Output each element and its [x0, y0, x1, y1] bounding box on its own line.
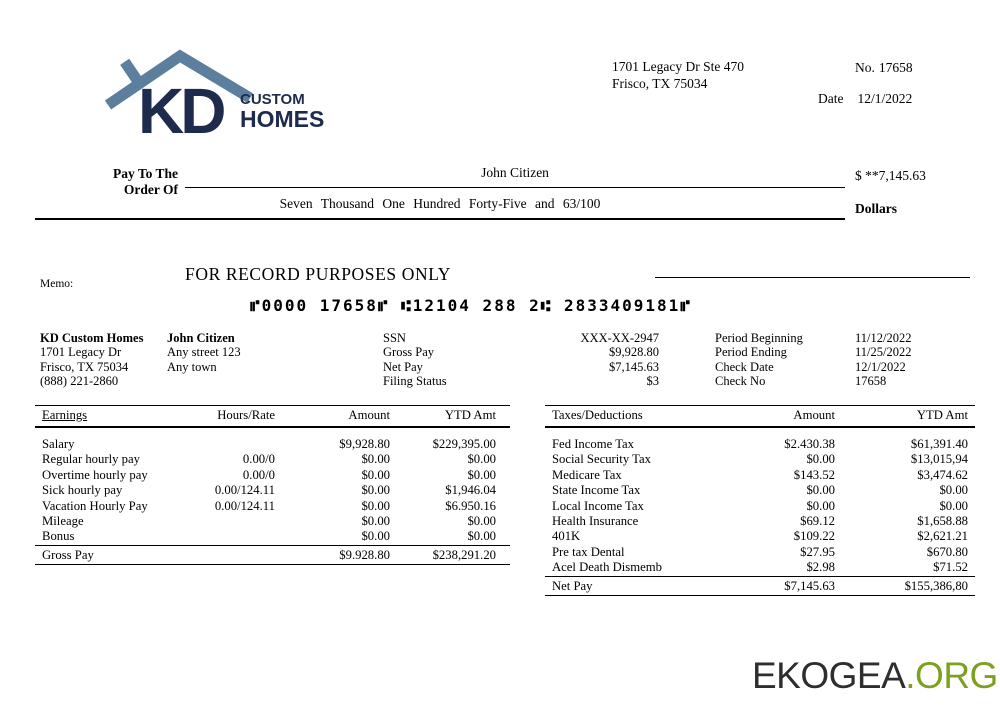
company-address-line2: Frisco, TX 75034 — [612, 76, 708, 91]
period-row — [715, 331, 965, 345]
deduction-ytd: $61,391.40 — [910, 437, 968, 451]
earnings-table — [35, 405, 510, 565]
company-address-line1: 1701 Legacy Dr Ste 470 — [612, 59, 744, 74]
deduction-amount: $2.98 — [806, 560, 835, 575]
deduction-name: Acel Death Dismemb — [552, 560, 662, 575]
dollars-label: Dollars — [855, 201, 897, 216]
earning-amount: $9,928.80 — [339, 437, 390, 451]
earnings-row — [35, 468, 510, 483]
earning-ytd: $0.00 — [467, 467, 496, 482]
deduction-name: Health Insurance — [552, 513, 639, 528]
earning-name: Bonus — [42, 529, 75, 544]
deduction-name: Social Security Tax — [552, 452, 651, 467]
period-label: Check Date — [715, 359, 774, 374]
earnings-row — [35, 437, 510, 452]
earnings-table-header — [35, 405, 510, 428]
deduction-ytd: $0.00 — [939, 498, 968, 513]
period-label: Period Beginning — [715, 331, 803, 345]
company-line1: 1701 Legacy Dr — [40, 345, 122, 360]
deduction-name: Medicare Tax — [552, 467, 622, 482]
employee-info-block — [167, 331, 241, 374]
pay-to-label — [83, 166, 178, 198]
net-pay-amount: $7,145.63 — [784, 578, 835, 593]
amount-words-line — [35, 196, 845, 220]
company-logo — [100, 33, 325, 146]
deduction-ytd: $71.52 — [933, 560, 968, 575]
earning-name: Mileage — [42, 513, 84, 528]
earning-name: Overtime hourly pay — [42, 467, 148, 482]
earning-amount: $0.00 — [361, 498, 390, 513]
summary-row — [383, 360, 659, 374]
earning-ytd: $0.00 — [467, 529, 496, 544]
deduction-ytd: $0.00 — [939, 483, 968, 498]
deduction-ytd: $13,015,94 — [910, 452, 968, 467]
deduction-row — [545, 514, 975, 529]
pay-summary-block — [383, 331, 659, 389]
summary-label: SSN — [383, 331, 406, 345]
summary-label: Net Pay — [383, 359, 423, 374]
period-value: 17658 — [855, 374, 887, 389]
summary-row — [383, 345, 659, 359]
gross-pay-total-row — [35, 545, 510, 565]
employee-line2: Any town — [167, 359, 217, 374]
summary-label: Gross Pay — [383, 345, 435, 360]
deductions-table-spacer — [545, 428, 975, 437]
earnings-header-name: Earnings — [42, 408, 88, 422]
period-row — [715, 374, 965, 388]
watermark-dark-text: EKOGEA — [752, 655, 906, 696]
check-number-label: No. — [855, 60, 875, 75]
deduction-amount: $0.00 — [806, 498, 835, 513]
check-number — [855, 60, 917, 76]
deduction-name: Pre tax Dental — [552, 544, 625, 559]
summary-value: XXX-XX-2947 — [580, 331, 659, 345]
gross-pay-amount: $9.928.80 — [339, 547, 390, 562]
kd-homes-logo-graphic — [100, 33, 325, 141]
record-purposes-text: FOR RECORD PURPOSES ONLY — [185, 264, 451, 284]
earning-hours-rate — [200, 437, 275, 452]
signature-line — [655, 277, 970, 278]
earnings-row — [35, 514, 510, 529]
earning-amount: $0.00 — [361, 452, 390, 467]
deduction-name: Local Income Tax — [552, 498, 644, 513]
earning-name: Salary — [42, 437, 75, 451]
summary-row — [383, 374, 659, 388]
earnings-row — [35, 483, 510, 498]
gross-pay-label: Gross Pay — [42, 547, 94, 562]
deduction-ytd: $3,474.62 — [917, 467, 968, 482]
gross-pay-hours — [200, 547, 275, 563]
period-row — [715, 345, 965, 359]
earnings-row — [35, 452, 510, 467]
payee-name: John Citizen — [481, 165, 549, 180]
earning-ytd: $0.00 — [467, 452, 496, 467]
summary-label: Filing Status — [383, 374, 447, 389]
payee-line — [185, 165, 845, 188]
deduction-ytd: $670.80 — [926, 544, 968, 559]
earning-hours-rate: 0.00/124.11 — [214, 483, 275, 498]
deduction-row — [545, 560, 975, 575]
company-line2: Frisco, TX 75034 — [40, 359, 129, 374]
earnings-header-ytd: YTD Amt — [444, 408, 496, 422]
gross-pay-ytd: $238,291.20 — [432, 547, 496, 562]
pay-to-line2: Order Of — [123, 182, 178, 197]
amount-in-words: Seven Thousand One Hundred Forty-Five and 63/100 — [279, 196, 601, 211]
employee-name: John Citizen — [167, 331, 235, 345]
deduction-amount: $0.00 — [806, 483, 835, 498]
deductions-header-amount: Amount — [793, 408, 835, 422]
deductions-table — [545, 405, 975, 596]
earning-name: Regular hourly pay — [42, 452, 140, 467]
company-name: KD Custom Homes — [40, 331, 144, 345]
deduction-amount: $143.52 — [793, 467, 835, 482]
deduction-row — [545, 452, 975, 467]
summary-value: $9,928.80 — [609, 345, 659, 360]
earnings-table-spacer — [35, 428, 510, 437]
deductions-header-name: Taxes/Deductions — [552, 408, 643, 422]
company-address-header — [612, 58, 744, 92]
period-value: 12/1/2022 — [855, 359, 906, 374]
period-value: 11/25/2022 — [855, 345, 912, 360]
earnings-header-amount: Amount — [348, 408, 390, 422]
check-date-label: Date — [818, 91, 844, 106]
summary-row — [383, 331, 659, 345]
summary-value: $3 — [646, 374, 659, 389]
deduction-name: State Income Tax — [552, 483, 641, 498]
check-date-value: 12/1/2022 — [857, 91, 913, 106]
earning-ytd: $0.00 — [467, 513, 496, 528]
deduction-row — [545, 483, 975, 498]
company-info-block — [40, 331, 143, 389]
earning-hours-rate — [200, 514, 275, 529]
earning-hours-rate: 0.00/0 — [242, 452, 275, 467]
earning-ytd: $229,395.00 — [432, 437, 496, 451]
watermark-green-text: .ORG — [905, 655, 998, 696]
employee-line1: Any street 123 — [167, 345, 241, 360]
earning-hours-rate — [200, 529, 275, 544]
memo-label: Memo: — [40, 278, 74, 290]
net-pay-total-row — [545, 576, 975, 596]
summary-value: $7,145.63 — [609, 359, 659, 374]
deduction-amount: $2.430.38 — [784, 437, 835, 451]
deduction-amount: $109.22 — [793, 529, 835, 544]
earnings-row — [35, 499, 510, 514]
check-number-value: 17658 — [878, 60, 913, 75]
check-amount-numeric: $ **7,145.63 — [855, 168, 926, 183]
period-label: Period Ending — [715, 345, 787, 360]
pay-period-block — [715, 331, 965, 389]
earning-amount: $0.00 — [361, 513, 390, 528]
earning-ytd: $1,946.04 — [445, 483, 496, 498]
earning-amount: $0.00 — [361, 483, 390, 498]
deduction-amount: $0.00 — [806, 452, 835, 467]
earning-name: Sick hourly pay — [42, 483, 123, 498]
logo-custom-text: CUSTOM — [240, 91, 305, 108]
deduction-ytd: $1,658.88 — [917, 513, 968, 528]
deductions-table-header — [545, 405, 975, 428]
deduction-row — [545, 468, 975, 483]
net-pay-label: Net Pay — [552, 578, 593, 593]
period-value: 11/12/2022 — [855, 331, 912, 345]
deduction-row — [545, 545, 975, 560]
earning-hours-rate: 0.00/0 — [242, 467, 275, 482]
earnings-header-hours-rate: Hours/Rate — [217, 408, 275, 422]
deduction-name: 401K — [552, 529, 581, 544]
deduction-amount: $69.12 — [800, 513, 835, 528]
deduction-name: Fed Income Tax — [552, 437, 635, 451]
logo-homes-text: HOMES — [240, 106, 325, 132]
deduction-amount: $27.95 — [800, 544, 835, 559]
period-row — [715, 360, 965, 374]
earning-ytd: $6.950.16 — [445, 498, 496, 513]
deductions-header-ytd: YTD Amt — [916, 408, 968, 422]
ekogea-watermark — [752, 655, 998, 697]
earning-name: Vacation Hourly Pay — [42, 498, 148, 513]
earning-hours-rate: 0.00/124.11 — [214, 498, 275, 513]
micr-line: ⑈0000 17658⑈ ⑆12104 288 2⑆ 2833409181⑈ — [250, 296, 692, 315]
deduction-row — [545, 529, 975, 544]
deduction-row — [545, 437, 975, 452]
net-pay-ytd: $155,386,80 — [904, 578, 968, 593]
earnings-row — [35, 529, 510, 544]
pay-to-line1: Pay To The — [112, 166, 178, 181]
check-date — [818, 91, 912, 107]
company-line3: (888) 221-2860 — [40, 374, 119, 389]
deduction-ytd: $2,621.21 — [917, 529, 968, 544]
period-label: Check No — [715, 374, 766, 389]
earning-amount: $0.00 — [361, 467, 390, 482]
deduction-row — [545, 499, 975, 514]
earning-amount: $0.00 — [361, 529, 390, 544]
logo-kd-text: KD — [138, 75, 223, 141]
